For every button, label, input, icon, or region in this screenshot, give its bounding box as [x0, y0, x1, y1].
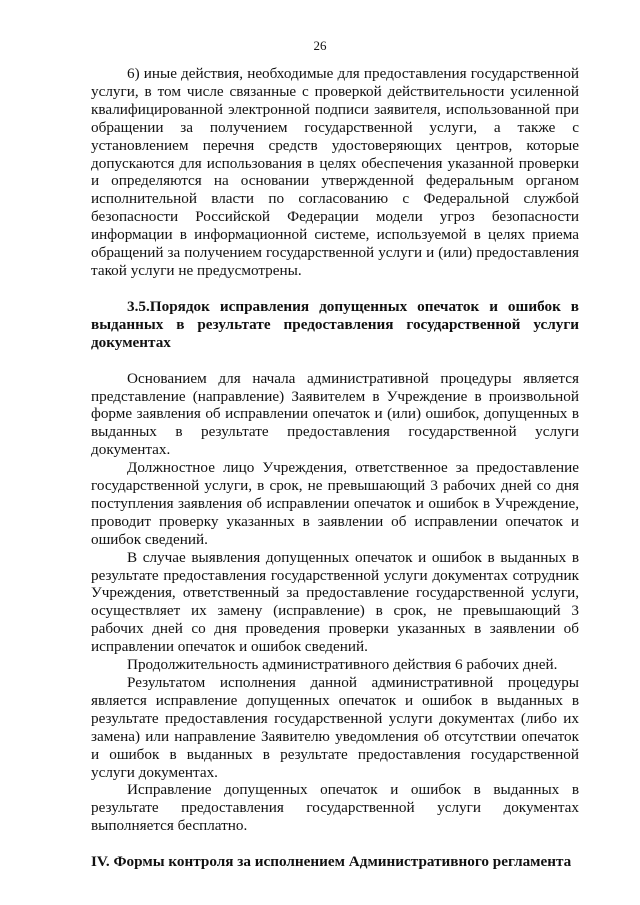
paragraph-result: Результатом исполнения данной административной процедуры является исправление допущенных опечаток и ошибок в выданных в результате предоставления государственной услуги документах (либо их замена) или направление Заявителю уведомления об отсутствии опечаток и ошибок в выданных в результате предоставления государственной услуги документах.	[91, 674, 579, 781]
document-body	[91, 65, 579, 871]
page-number: 26	[313, 38, 327, 53]
paragraph-grounds: Основанием для начала административной процедуры является представление (направление) Заявителем в Учреждение в произвольной форме заявления об исправлении опечаток и (или) ошибок, допущенных в выданных в результате предоставления государственной услуги документах.	[91, 369, 579, 459]
paragraph-other-actions: 6) иные действия, необходимые для предоставления государственной услуги, в том числе связанные с проверкой действительности усиленной квалифицированной электронной подписи заявителя, использованной при обращении за получением государственной услуги, а также с установлением перечня средств удостоверяющих центров, которые допускаются для использования в целях обеспечения указанной проверки и определяются на основании утвержденной федеральным органом исполнительной власти по согласованию с Федеральной службой безопасности Российской Федерации модели угроз безопасности информации в информационной системе, используемой в целях приема обращений за получением государственной услуги и (или) предоставления такой услуги не предусмотрены.	[91, 65, 579, 279]
paragraph-free-of-charge: Исправление допущенных опечаток и ошибок в выданных в результате предоставления государственной услуги документах выполняется бесплатно.	[91, 781, 579, 835]
section-heading-3-5: 3.5.Порядок исправления допущенных опечаток и ошибок в выданных в результате предоставления государственной услуги документах	[91, 297, 579, 351]
paragraph-duration: Продолжительность административного действия 6 рабочих дней.	[127, 656, 558, 674]
paragraph-error-correction: В случае выявления допущенных опечаток и ошибок в выданных в результате предоставления государственной услуги документах сотрудник Учреждения, ответственный за предоставление государственной услуги, осуществляет их замену (исправление) в срок, не превышающий 3 рабочих дней со дня проведения проверки указанных в заявлении об исправлении опечаток и ошибок сведений.	[91, 548, 579, 656]
paragraph-official-check: Должностное лицо Учреждения, ответственное за предоставление государственной услуги, в срок, не превышающий 3 рабочих дней со дня поступления заявления об исправлении опечаток и ошибок в Учреждение, проводит проверку указанных в заявлении об исправлении опечаток и ошибок сведений.	[91, 459, 579, 548]
chapter-heading-iv: IV. Формы контроля за исполнением Административного регламента	[91, 853, 572, 871]
